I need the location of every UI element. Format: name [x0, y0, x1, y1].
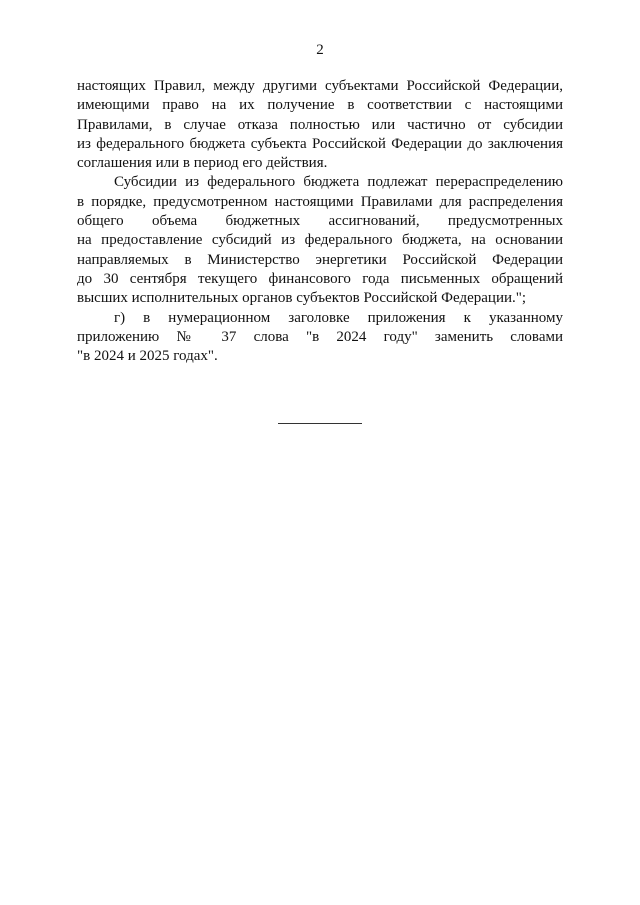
text-line: приложению № 37 слова "в 2024 году" заменить словами — [77, 328, 563, 345]
text-line: направляемых в Министерство энергетики Российской Федерации — [77, 251, 563, 268]
paragraph-2 — [77, 173, 563, 308]
text-line: на предоставление субсидий из федерального бюджета, на основании — [77, 232, 563, 249]
text-line: "в 2024 и 2025 годах". — [77, 348, 218, 365]
text-line: общего объема бюджетных ассигнований, предусмотренных — [77, 213, 563, 230]
text-line: г) в нумерационном заголовке приложения к указанному — [114, 309, 563, 326]
page-number: 2 — [316, 42, 324, 58]
text-line: Субсидии из федерального бюджета подлежат перераспределению — [114, 174, 563, 191]
text-line: в порядке, предусмотренном настоящими Правилами для распределения — [77, 193, 563, 210]
text-line: из федерального бюджета субъекта Российской Федерации до заключения — [77, 135, 563, 152]
document-body — [77, 77, 563, 366]
paragraph-3 — [77, 309, 563, 367]
text-line: настоящих Правил, между другими субъектами Российской Федерации, — [77, 78, 563, 94]
text-line: Правилами, в случае отказа полностью или частично от субсидии — [77, 116, 563, 133]
end-divider-line — [278, 423, 362, 424]
text-line: до 30 сентября текущего финансового года письменных обращений — [77, 270, 563, 287]
text-line: соглашения или в период его действия. — [77, 155, 328, 172]
text-line: высших исполнительных органов субъектов Российской Федерации."; — [77, 290, 527, 307]
paragraph-1 — [77, 77, 563, 173]
text-line: имеющими право на их получение в соответствии с настоящими — [77, 97, 563, 114]
